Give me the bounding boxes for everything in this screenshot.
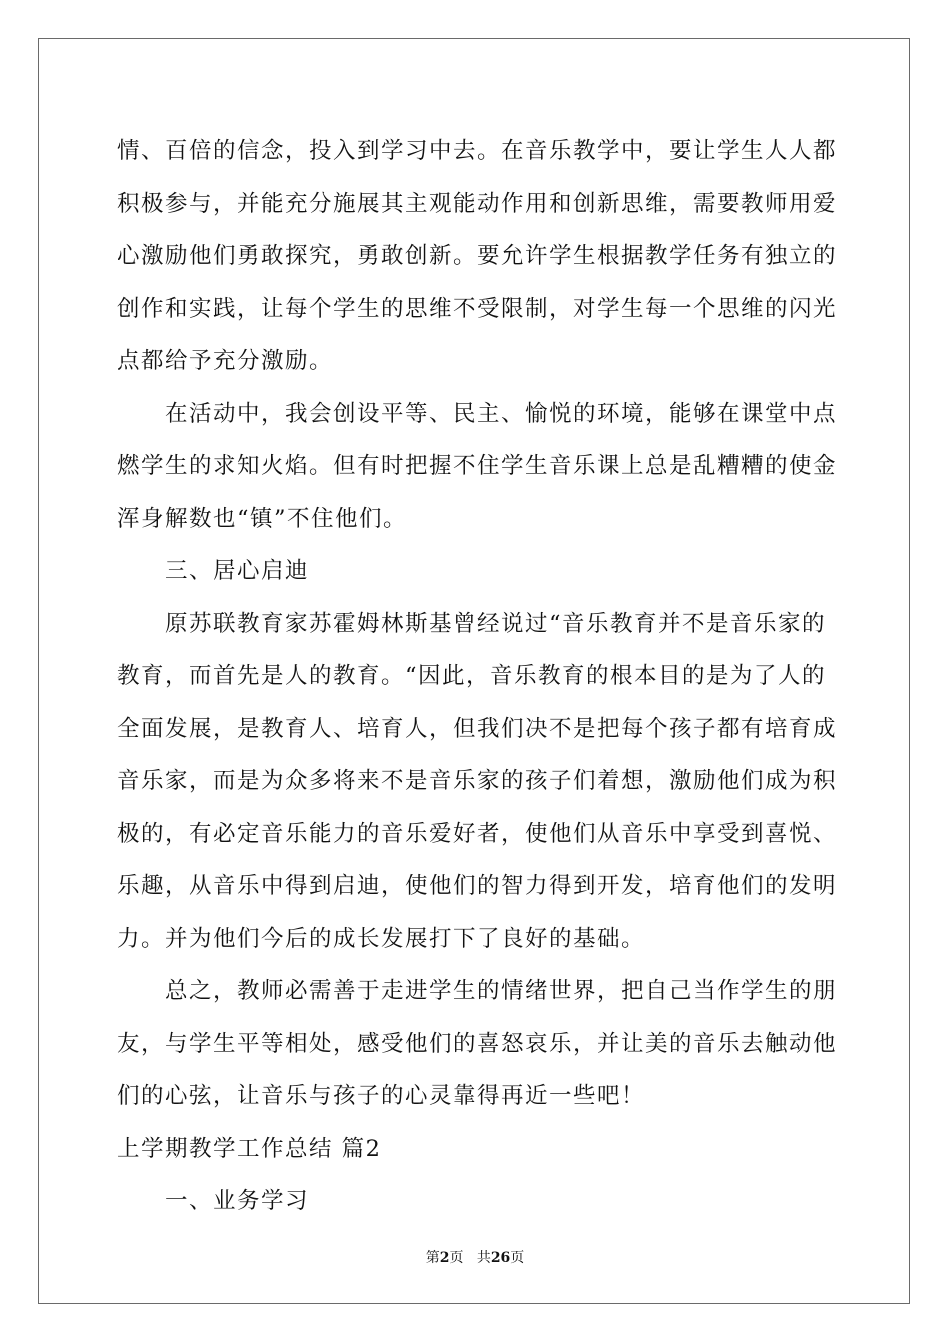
total-pages: 26	[490, 1250, 511, 1266]
page-number: 2	[439, 1250, 450, 1266]
text-line: 力。并为他们今后的成长发展打下了良好的基础。	[117, 925, 646, 952]
text-line: 教育，而首先是人的教育。“因此，音乐教育的根本目的是为了人的	[117, 663, 827, 689]
text-line: 创作和实践，让每个学生的思维不受限制，对学生每一个思维的闪光	[117, 295, 838, 322]
text-line: 原苏联教育家苏霍姆林斯基曾经说过“音乐教育并不是音乐家的	[165, 610, 827, 637]
section-heading: 三、居心启迪	[165, 558, 310, 584]
text-line: 心激励他们勇敢探究，勇敢创新。要允许学生根据教学任务有独立的	[117, 243, 838, 269]
text-line: 燃学生的求知火焰。但有时把握不住学生音乐课上总是乱糟糟的使金	[117, 453, 838, 479]
text-line: 乐趣，从音乐中得到启迪，使他们的智力得到开发，培育他们的发明	[117, 873, 838, 899]
text-line: 友，与学生平等相处，感受他们的喜怒哀乐，并让美的音乐去触动他	[117, 1030, 838, 1057]
text-line: 们的心弦，让音乐与孩子的心灵靠得再近一些吧！	[117, 1083, 646, 1109]
text-line: 积极参与，并能充分施展其主观能动作用和创新思维，需要教师用爱	[117, 190, 838, 217]
text-line: 总之，教师必需善于走进学生的情绪世界，把自己当作学生的朋	[165, 978, 838, 1004]
document-body	[117, 125, 838, 1228]
page-prefix: 第	[425, 1250, 440, 1266]
text-line: 点都给予充分激励。	[117, 348, 334, 374]
text-line: 极的，有必定音乐能力的音乐爱好者，使他们从音乐中享受到喜悦、	[117, 820, 838, 847]
text-line: 音乐家，而是为众多将来不是音乐家的孩子们着想，激励他们成为积	[117, 768, 838, 794]
text-line: 全面发展，是教育人、培育人，但我们决不是把每个孩子都有培育成	[117, 715, 838, 742]
text-line: 浑身解数也“镇”不住他们。	[117, 505, 408, 532]
total-suffix: 页	[510, 1250, 525, 1266]
page-footer	[0, 1247, 950, 1267]
page-suffix: 页	[449, 1250, 464, 1266]
section-heading: 一、业务学习	[165, 1188, 310, 1214]
article-title: 上学期教学工作总结 篇2	[117, 1135, 382, 1162]
text-line: 情、百倍的信念，投入到学习中去。在音乐教学中，要让学生人人都	[117, 138, 838, 164]
total-prefix: 共	[476, 1250, 491, 1266]
text-line: 在活动中，我会创设平等、民主、愉悦的环境，能够在课堂中点	[165, 400, 838, 427]
